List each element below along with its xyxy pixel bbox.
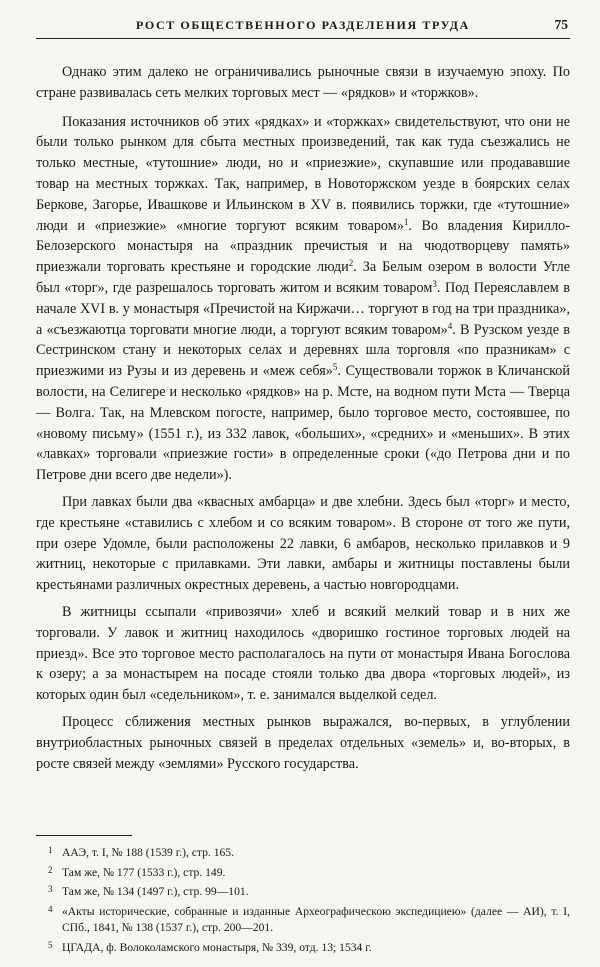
paragraph-text: В житницы ссыпали «привозячи» хлеб и всякий мелкий товар и в них же торговали. У лавок и житниц находилось «дворишко гостиное торговых людей на приезд». Все это торговое место располагалось на пути от монастыря Ивана Богослова к озеру; а за монастырем на посаде стояли только два двора «торговых людей», из которых один был «седельником», т. е. занимался выделкой седел. bbox=[36, 603, 570, 704]
footnote-ref: 5 bbox=[332, 362, 338, 373]
page-number: 75 bbox=[554, 17, 568, 32]
footnote-ref: 1 bbox=[403, 216, 409, 227]
paragraph-text: Показания источников об этих «рядках» и «торжках» свидетельствуют, что они не были только рынком для сбыта местных произведений, так как туда съезжались не только местные, «тутошние» люди, но и «приезжие», скупавшие или продававшие товар на местных торжках. Так, например, в Новоторжском уезде в боярских селах Беркове, Загорье, Ивашкове и Ильинском в XV в. появились торжки, где «тутошние» люди и «приезжие» «многие торгуют всяким товаром» bbox=[36, 113, 570, 234]
paragraph bbox=[36, 112, 570, 486]
paragraph-text: При лавках были два «квасных амбарца» и две хлебни. Здесь был «торг» и место, где крестьяне «ставились с хлебом и со всяким товаром». В стороне от того же пути, при озере Удомле, были расположены 22 лавки, 6 амбаров, несколько прилавков и 9 житниц, некоторые с прилавками. Эти лавки, амбары и житницы поставлены были крестьянами различных окрестных деревень, а частью новгородцами. bbox=[36, 493, 570, 594]
paragraph-text: . Существовали торжок в Кличанской волости, на Селигере и несколько «рядков» на р. Мсте, на водном пути Мста — Тверца — Волга. Так, на Млевском погосте, например, было торговое место, состоявшее, по «новому письму» (1551 г.), из 332 лавок, «больших», «средних» и «меньших». В этих «лавках» торговали «приезжие гости» в определенные сроки («до Петрова дни и по Петрове дни всего две недели»). bbox=[36, 363, 570, 484]
footnote bbox=[36, 842, 570, 862]
paragraph-text: Однако этим далеко не ограничивались рыночные связи в изучаемую эпоху. По стране развивалась сеть мелких торговых мест — «рядков» и «торжков». bbox=[36, 64, 570, 101]
paragraph bbox=[36, 492, 570, 596]
footnote-ref: 3 bbox=[432, 278, 437, 289]
paragraph-text: . Во владения Кирилло-Белозерского монастыря на «праздник пречистыя и на чюдотворцеву память» приезжали торговать крестьяне и городские люди bbox=[36, 217, 570, 276]
paragraph-text: . За Белым озером в волости Угле был «торг», где разрешалось торговать житом и всяким товаром bbox=[36, 259, 570, 296]
footnote-text: «Акты исторические, собранные и изданные Археографическою экспедициею» (далее — АИ), т. I, СПб., 1841, № 138 (1537 г.), стр. 200—201. bbox=[62, 904, 570, 935]
footnote-ref: 4 bbox=[447, 320, 453, 331]
paragraph-text: Процесс сближения местных рынков выражался, во-первых, в углублении внутриобластных рыночных связей в пределах отдельных «земель» и, во-вторых, в росте связей между «землями» Русского государства. bbox=[36, 713, 570, 772]
footnote-text: Там же, № 177 (1533 г.), стр. 149. bbox=[62, 865, 226, 879]
footnote-number: 1 bbox=[48, 845, 53, 855]
paragraph bbox=[36, 712, 570, 774]
footnote-number: 3 bbox=[48, 884, 53, 895]
footnote bbox=[36, 881, 570, 901]
paragraph bbox=[36, 62, 570, 104]
main-text bbox=[36, 62, 570, 780]
footnote-text: ЦГАДА, ф. Волоколамского монастыря, № 339, отд. 13; 1534 г. bbox=[62, 940, 372, 954]
paragraph bbox=[36, 602, 570, 706]
footnote-text: ААЭ, т. I, № 188 (1539 г.), стр. 165. bbox=[62, 846, 234, 859]
footnote-divider bbox=[36, 835, 132, 836]
footnote bbox=[36, 901, 570, 937]
footnote bbox=[36, 862, 570, 882]
footnote-ref: 2 bbox=[348, 258, 354, 269]
footnote-number: 4 bbox=[48, 903, 53, 914]
footnotes bbox=[36, 842, 570, 957]
footnote-number: 5 bbox=[48, 939, 53, 950]
paragraph-text: . Под Переяславлем в начале XVI в. у монастыря «Пречистой на Киржачи… торгуют в год на три праздника», а «съезжаютца торговати многие люди, а торгуют всяким товаром» bbox=[36, 279, 571, 338]
running-title: РОСТ ОБЩЕСТВЕННОГО РАЗДЕЛЕНИЯ ТРУДА bbox=[136, 18, 470, 32]
page-header bbox=[36, 14, 570, 39]
footnote-number: 2 bbox=[48, 864, 53, 875]
footnote-text: Там же, № 134 (1497 г.), стр. 99—101. bbox=[62, 885, 249, 899]
footnote bbox=[36, 937, 570, 957]
paragraph-text: . В Рузском уезде в Сестринском стану и некоторых селах и деревнях шла торговля «по празникам» с приезжими из Рузы и из деревень и «меж себя» bbox=[36, 321, 570, 380]
